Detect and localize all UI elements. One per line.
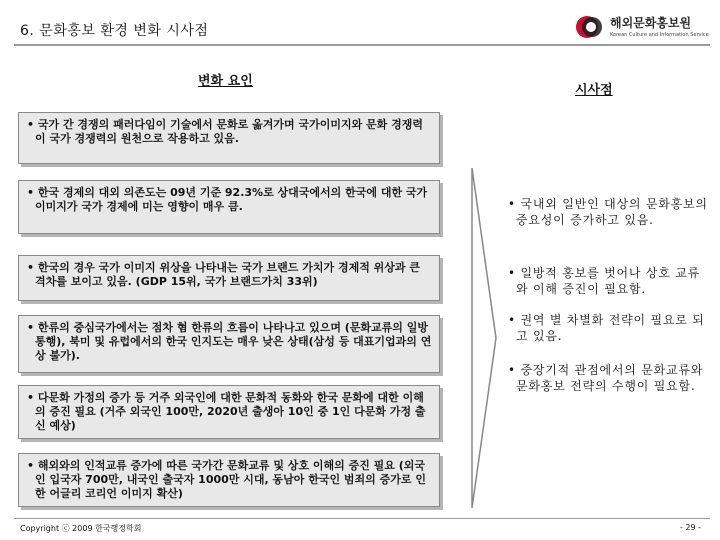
chevron-right-icon [470,168,498,508]
implication-text: • 중장기적 관점에서의 문화교류와 문화홍보 전략의 수행이 필요함. [508,363,704,393]
logo [572,10,712,46]
header-divider [14,44,710,46]
factor-box [18,255,440,301]
factor-box [18,315,440,373]
implications-heading: 시사점 [575,83,613,98]
factor-box [18,385,440,439]
page-number: - 29 - [680,523,702,532]
implication-item [508,312,708,344]
logo-subtitle: Korean Culture and Information Service [610,32,709,38]
logo-wordmark: 해외문화홍보원 [610,16,692,30]
factor-text: • 한류의 중심국가에서는 점차 혐 한류의 흐름이 나타나고 있으며 (문화교류의 일방통행), 북미 및 유럽에서의 한국 인지도는 매우 낮은 상태(삼성 등 대표기업과의 연상 불가). [27,321,432,362]
factor-text: • 한국 경제의 대외 의존도는 09년 기준 92.3%로 상대국에서의 한국에 대한 국가 이미지가 국가 경제에 미는 영향이 매우 큼. [27,186,428,213]
logo-mark-icon [572,12,606,42]
factor-text: • 국가 간 경쟁의 패러다임이 기술에서 문화로 옮겨가며 국가이미지와 문화 경쟁력이 국가 경쟁력의 원천으로 작용하고 있음. [27,118,423,145]
implication-item [508,362,708,394]
factor-text: • 다문화 가정의 증가 등 거주 외국인에 대한 문화적 동화와 한국 문화에 대한 이해의 증진 필요 (거주 외국인 100만, 2020년 출생아 10인 중 1인 다문화 가정 출신 예상) [27,391,426,432]
implication-item [508,265,708,297]
implication-text: • 국내외 일반인 대상의 문화홍보의 중요성이 증가하고 있음. [508,197,708,227]
factor-box [18,453,440,507]
factors-heading: 변화 요인 [198,74,253,89]
copyright: Copyright ⓒ 2009 한국행정학회 [20,524,142,533]
footer-divider [14,518,710,519]
factor-text: • 한국의 경우 국가 이미지 위상을 나타내는 국가 브랜드 가치가 경제적 위상과 큰 격차를 보이고 있음. (GDP 15위, 국가 브랜드가치 33위) [27,261,421,288]
factor-box [18,112,440,164]
implication-text: • 일방적 홍보를 벗어나 상호 교류와 이해 증진이 필요함. [508,266,701,296]
implication-text: • 권역 별 차별화 전략이 필요로 되고 있음. [508,313,705,343]
implication-item [508,196,708,228]
page-title: 6. 문화홍보 환경 변화 시사점 [20,23,209,39]
factor-box [18,180,440,234]
factor-text: • 해외와의 인적교류 증가에 따른 국가간 문화교류 및 상호 이해의 증진 필요 (외국인 입국자 700만, 내국인 출국자 1000만 시대, 동남아 한국인 범죄의 증가로 인한 어글리 코리언 이미지 확산) [27,459,426,500]
